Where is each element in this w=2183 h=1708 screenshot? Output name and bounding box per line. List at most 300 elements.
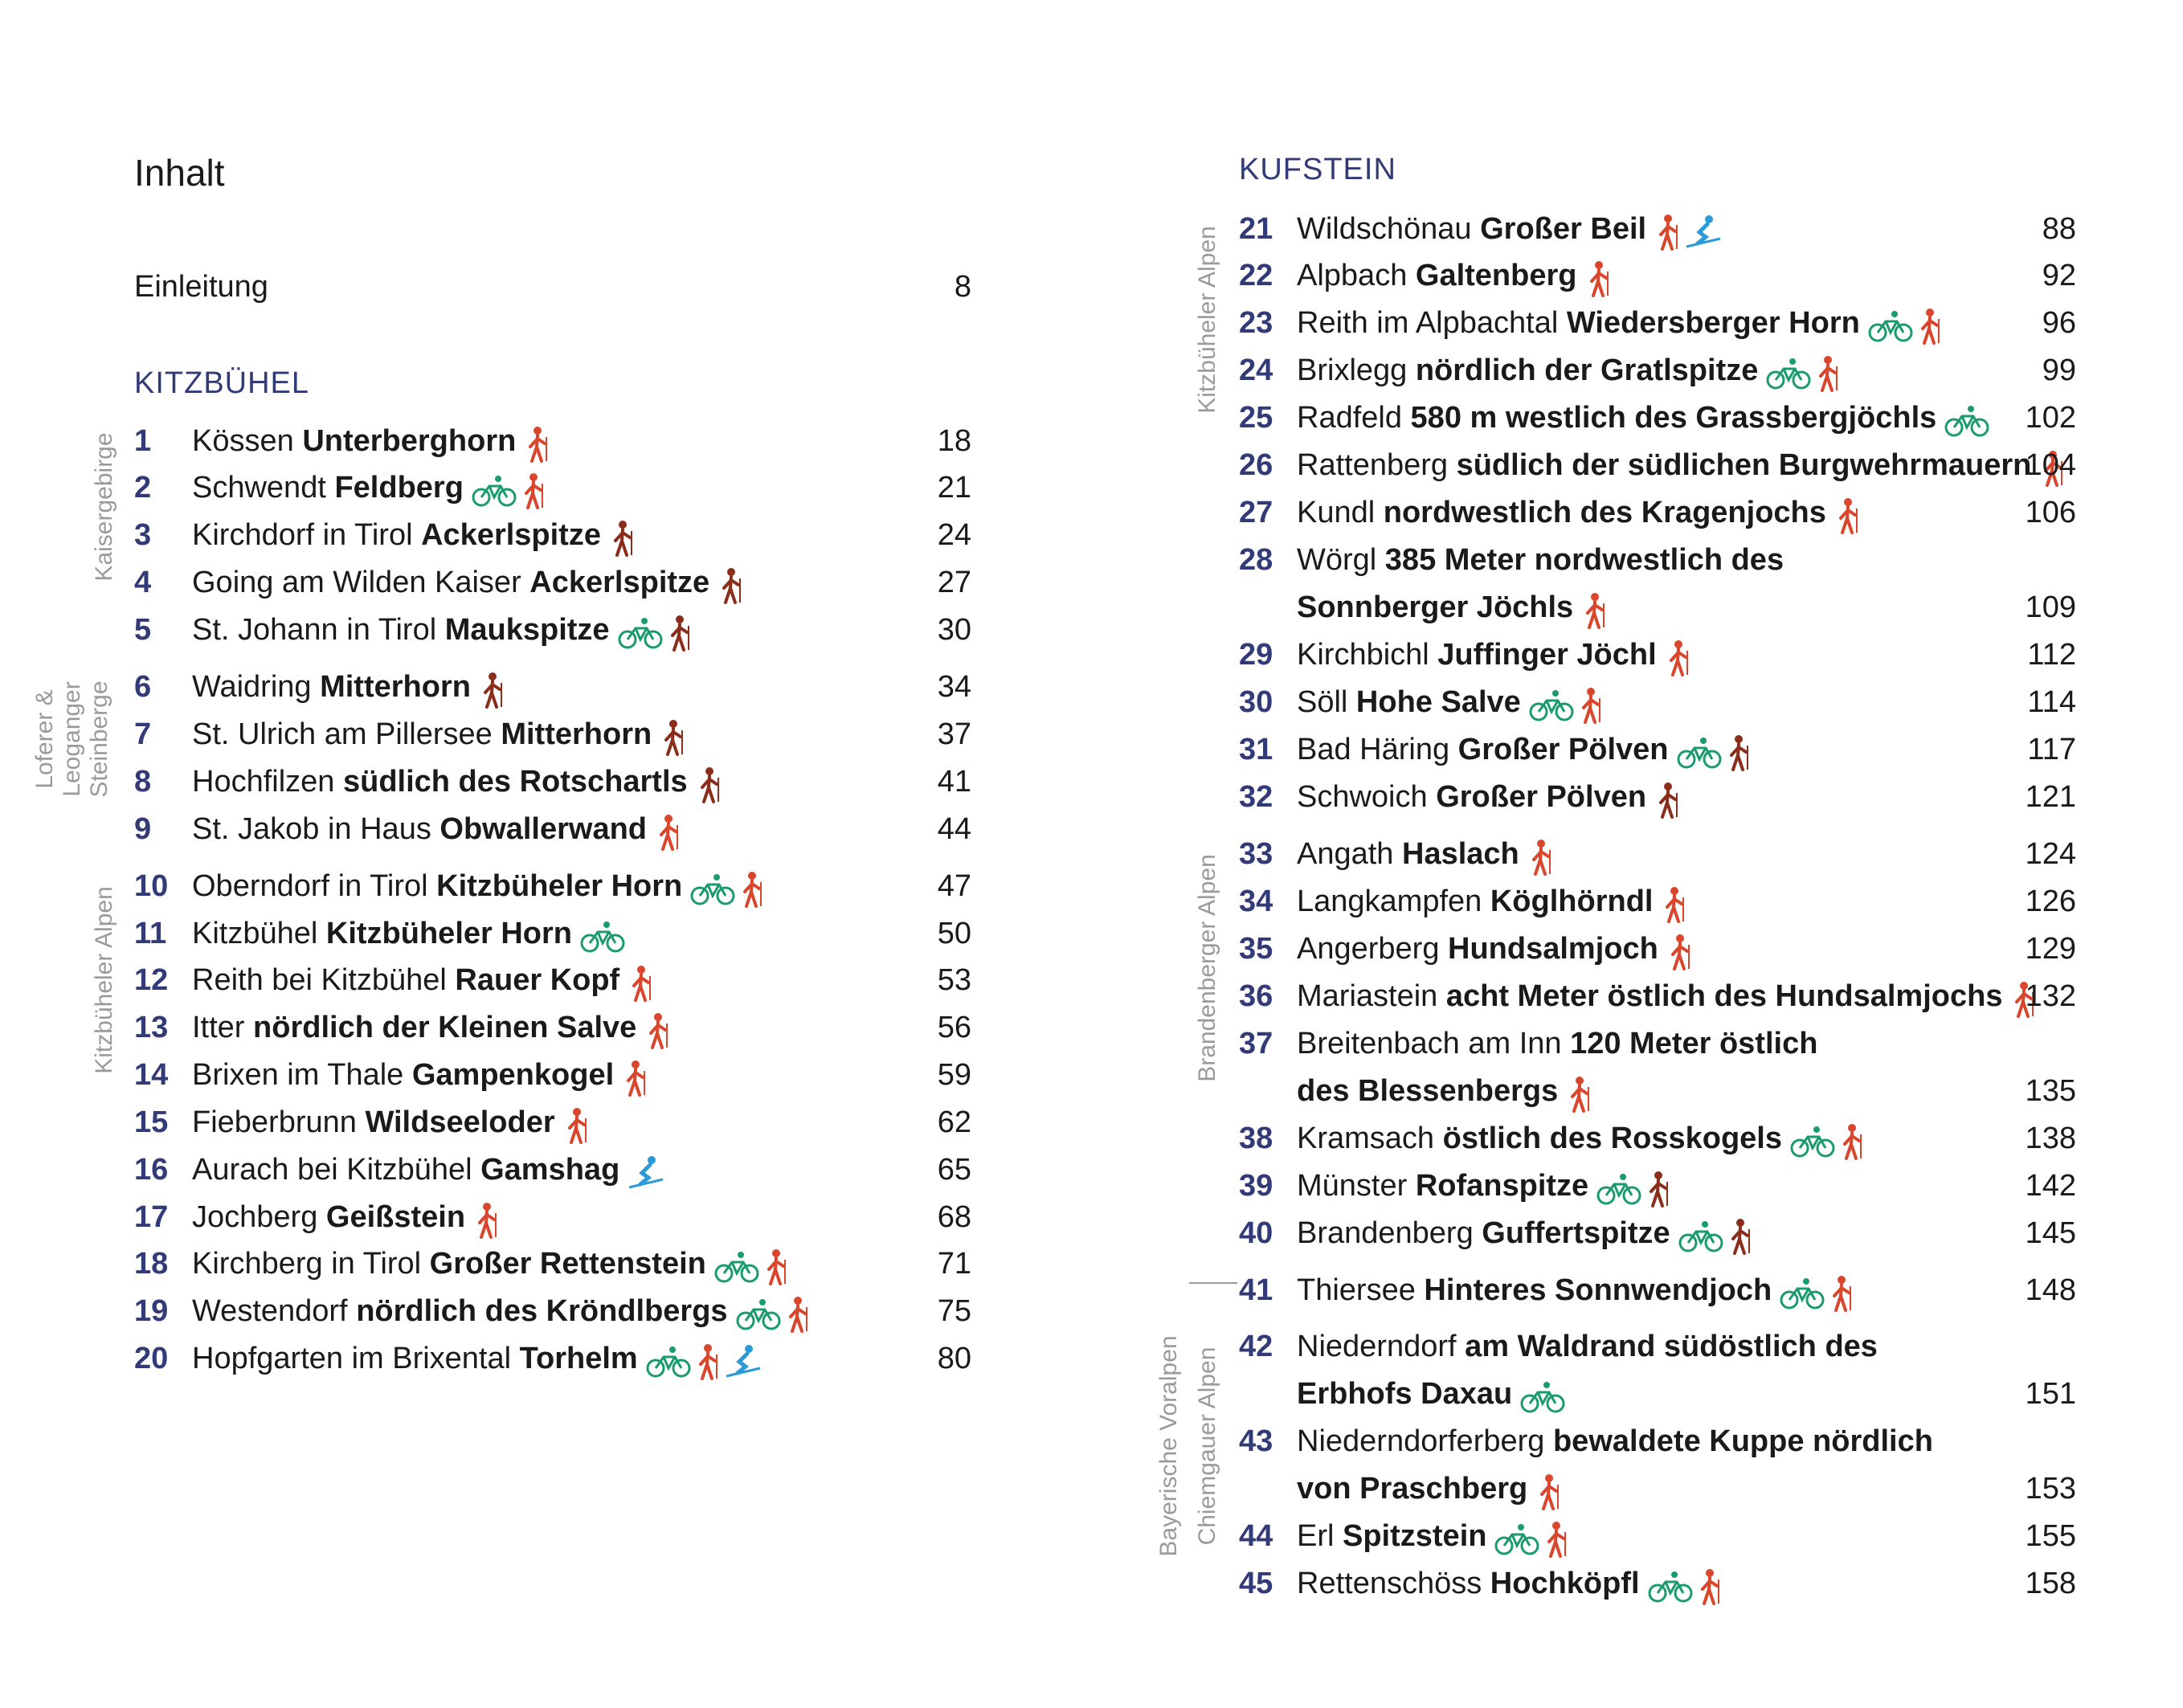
bike-icon — [580, 921, 625, 953]
climber-icon — [1727, 1218, 1754, 1255]
entry-summit: Obwallerwand — [439, 812, 648, 846]
entry-title — [1297, 1515, 1573, 1559]
bike-icon — [690, 873, 735, 905]
hiker-icon — [1585, 260, 1613, 297]
entry-page: 44 — [937, 812, 971, 846]
region-label-line: Kaisergebirge — [91, 432, 117, 582]
entry-summit: Großer Pölven — [1436, 780, 1647, 814]
entry-title — [1297, 776, 1685, 819]
toc-entry[interactable] — [1239, 1326, 2076, 1367]
entry-title — [1297, 634, 1695, 677]
bike-icon — [1494, 1523, 1539, 1555]
entry-number: 42 — [1239, 1330, 1273, 1363]
entry-summit: nordwestlich des Kragenjochs — [1383, 496, 1826, 529]
entry-title — [1297, 1269, 1858, 1313]
toc-entry[interactable] — [134, 1196, 971, 1238]
entry-page: 126 — [2025, 885, 2076, 918]
toc-entry[interactable] — [134, 1243, 971, 1285]
entry-summit: 385 Meter nordwestlich des — [1384, 543, 1784, 577]
toc-entry[interactable] — [134, 865, 971, 907]
hiker-icon — [473, 1202, 501, 1239]
toc-entry[interactable] — [134, 913, 971, 954]
entry-summit: Hohe Salve — [1355, 685, 1521, 719]
activity-icons — [1944, 398, 1993, 440]
hiker-icon — [1838, 1123, 1866, 1160]
entry-summit: Unterberghorn — [302, 424, 517, 458]
activity-icons — [736, 1292, 815, 1334]
entry-place: Niederndorf — [1297, 1330, 1466, 1363]
entry-title — [192, 1101, 594, 1145]
toc-entry[interactable] — [134, 959, 971, 1001]
climber-icon — [696, 766, 723, 803]
activity-icons — [1581, 588, 1612, 630]
region-label-line: Kitzbüheler Alpen — [91, 886, 117, 1074]
climber-icon — [479, 672, 506, 709]
entry-number: 31 — [1239, 733, 1273, 766]
entry-number: 13 — [134, 1011, 169, 1044]
entry-number: 30 — [1239, 685, 1273, 719]
entry-title — [1297, 397, 1993, 440]
entry-number: 2 — [134, 471, 152, 505]
toc-entry[interactable] — [1239, 1212, 2076, 1254]
hiker-icon — [524, 426, 551, 463]
entry-summit: Kitzbüheler Horn — [436, 869, 683, 903]
entry-place: Breitenbach am Inn — [1297, 1027, 1571, 1060]
entry-summit: 120 Meter östlich — [1570, 1027, 1818, 1060]
entry-summit: östlich des Rosskogels — [1442, 1122, 1782, 1155]
entry-page: 158 — [2025, 1567, 2076, 1600]
bike-icon — [1944, 405, 1989, 437]
entry-page: 99 — [2042, 353, 2076, 387]
entry-page: 151 — [2025, 1377, 2076, 1411]
toc-entry[interactable] — [1239, 928, 2076, 970]
entry-page: 121 — [2025, 780, 2076, 814]
toc-entry[interactable] — [1239, 255, 2076, 296]
hiker-icon — [1527, 839, 1555, 876]
entry-summit: Rofanspitze — [1415, 1169, 1589, 1203]
entry-summit: Guffertspitze — [1482, 1216, 1670, 1250]
activity-icons — [696, 762, 726, 804]
toc-entry[interactable] — [134, 1007, 971, 1048]
activity-icons — [1585, 256, 1616, 298]
entry-summit: Geißstein — [325, 1200, 466, 1234]
entry-page: 71 — [937, 1247, 971, 1281]
activity-icons — [1780, 1271, 1858, 1313]
hiker-icon — [1834, 497, 1862, 534]
activity-icons — [1790, 1119, 1869, 1161]
entry-number: 25 — [1239, 401, 1273, 435]
entry-number: 6 — [134, 670, 152, 704]
entry-title — [1297, 1420, 1933, 1462]
toc-entry[interactable] — [1239, 1118, 2076, 1159]
toc-entry[interactable] — [1239, 681, 2076, 723]
entry-title — [192, 1290, 815, 1334]
entry-summit-continued: Erbhofs Daxau — [1297, 1377, 1513, 1411]
entry-place: Angerberg — [1297, 932, 1449, 966]
entry-number: 43 — [1239, 1424, 1273, 1458]
bike-icon — [1520, 1381, 1565, 1413]
entry-summit: Kitzbüheler Horn — [325, 917, 573, 950]
toc-entry[interactable] — [1239, 729, 2076, 770]
entry-place: Westendorf — [192, 1294, 357, 1328]
entry-summit: nördlich der Kleinen Salve — [253, 1011, 637, 1044]
entry-summit: Hochköpfl — [1490, 1567, 1640, 1600]
entry-summit-continued: des Blessenbergs — [1297, 1074, 1559, 1108]
entry-summit: nördlich des Kröndlbergs — [356, 1294, 728, 1328]
entry-place: Kirchbichl — [1297, 638, 1438, 672]
entry-title — [192, 959, 658, 1003]
entry-page: 106 — [2025, 496, 2076, 529]
entry-number: 12 — [134, 963, 169, 997]
entry-page: 30 — [937, 613, 971, 647]
entry-title — [192, 1054, 652, 1097]
entry-title — [1297, 975, 2041, 1019]
entry-place: Wörgl — [1297, 543, 1385, 577]
toc-entry[interactable] — [1239, 1165, 2076, 1207]
entry-page: 62 — [937, 1105, 971, 1139]
toc-entry-continuation[interactable] — [1239, 586, 2076, 628]
entry-summit: Köglhörndl — [1490, 885, 1654, 918]
toc-entry[interactable] — [134, 420, 971, 462]
entry-page: 50 — [937, 917, 971, 950]
entry-summit: Großer Rettenstein — [429, 1247, 706, 1281]
activity-icons — [580, 914, 628, 956]
hiker-icon — [1543, 1521, 1570, 1558]
entry-title — [192, 467, 550, 510]
toc-entry[interactable] — [134, 1149, 971, 1191]
entry-place: Münster — [1297, 1169, 1416, 1203]
entry-number: 35 — [1239, 932, 1273, 966]
toc-entry-continuation[interactable] — [1239, 1373, 2076, 1415]
entry-title — [192, 761, 726, 804]
entry-number: 27 — [1239, 496, 1273, 529]
entry-title — [1297, 1212, 1757, 1256]
entry-number: 5 — [134, 613, 152, 647]
page-title: Inhalt — [134, 152, 225, 194]
activity-icons — [1654, 210, 1725, 251]
entry-number: 44 — [1239, 1519, 1273, 1553]
activity-icons — [1527, 835, 1558, 876]
entry-number: 26 — [1239, 448, 1273, 482]
entry-page: 102 — [2025, 401, 2076, 435]
toc-entry[interactable] — [134, 713, 971, 755]
activity-icons — [1868, 304, 1947, 345]
entry-summit: Gampenkogel — [411, 1058, 615, 1092]
hiker-icon — [1666, 934, 1694, 970]
entry-page: 135 — [2025, 1074, 2076, 1108]
entry-title — [1297, 539, 1784, 581]
entry-page: 109 — [2025, 590, 2076, 624]
entry-summit: Gamshag — [480, 1153, 620, 1187]
hiker-icon — [1577, 687, 1605, 724]
activity-icons — [628, 1150, 668, 1192]
entry-page: 117 — [2027, 733, 2076, 766]
region-label — [31, 663, 113, 815]
entry-page: 37 — [937, 717, 971, 751]
entry-page: 27 — [937, 566, 971, 599]
entry-place: Rattenberg — [1297, 448, 1457, 482]
entry-summit: Rauer Kopf — [455, 963, 620, 997]
region-label — [91, 872, 118, 1089]
entry-place: Kramsach — [1297, 1122, 1443, 1155]
ski-icon — [1685, 215, 1722, 250]
entry-number: 45 — [1239, 1567, 1273, 1600]
hiker-icon — [655, 814, 682, 851]
activity-icons — [1535, 1469, 1566, 1511]
entry-title-continuation — [1297, 1468, 1566, 1511]
toc-entry[interactable] — [1239, 881, 2076, 922]
entry-page: 124 — [2025, 837, 2076, 871]
entry-summit: Wiedersberger Horn — [1566, 306, 1860, 340]
hiker-icon — [1535, 1473, 1563, 1510]
entry-place: Angath — [1297, 837, 1402, 871]
bike-icon — [1677, 737, 1722, 769]
entry-place: Waidring — [192, 670, 321, 704]
toc-entry[interactable] — [134, 666, 971, 708]
entry-summit: am Waldrand südöstlich des — [1465, 1330, 1878, 1363]
region-label-line: Leoganger — [59, 681, 85, 797]
entry-place: Radfeld — [1297, 401, 1411, 435]
bike-icon — [1868, 310, 1913, 342]
entry-summit: Mitterhorn — [320, 670, 471, 704]
toc-entry[interactable] — [1239, 302, 2076, 344]
activity-icons — [1494, 1517, 1573, 1559]
entry-place: Brixen im Thale — [192, 1058, 412, 1092]
entry-place: Aurach bei Kitzbühel — [192, 1153, 481, 1187]
bike-icon — [736, 1298, 781, 1330]
hiker-icon — [1814, 355, 1842, 392]
toc-entry[interactable] — [134, 1101, 971, 1143]
entry-number: 24 — [1239, 353, 1273, 387]
toc-entry[interactable] — [134, 514, 971, 556]
toc-entry-continuation[interactable] — [1239, 1070, 2076, 1112]
section-title-kitzbuehel: KITZBÜHEL — [134, 366, 310, 400]
entry-title-continuation — [1297, 1373, 1568, 1416]
entry-page: 96 — [2042, 306, 2076, 340]
hiker-icon — [1654, 214, 1682, 251]
bike-icon — [1678, 1220, 1723, 1252]
entry-page: 112 — [2027, 638, 2076, 672]
entry-number: 17 — [134, 1200, 169, 1234]
toc-entry-continuation[interactable] — [1239, 1468, 2076, 1510]
entry-title — [1297, 492, 1865, 535]
entry-title — [1297, 1118, 1869, 1161]
activity-icons — [1665, 635, 1695, 677]
activity-icons — [1566, 1072, 1596, 1113]
entry-page: 24 — [937, 518, 971, 552]
entry-title — [1297, 881, 1691, 924]
activity-icons — [622, 1056, 652, 1097]
bike-icon — [472, 475, 517, 507]
toc-entry[interactable] — [1239, 539, 2076, 581]
entry-title — [1297, 444, 2070, 488]
toc-entry[interactable] — [134, 1290, 971, 1332]
entry-number: 11 — [134, 917, 167, 950]
entry-place: St. Ulrich am Pillersee — [192, 717, 501, 751]
entry-place: Kirchberg in Tirol — [192, 1247, 430, 1281]
entry-summit: südlich des Rotschartls — [342, 765, 688, 799]
entry-title — [1297, 1165, 1675, 1208]
toc-entry[interactable] — [134, 562, 971, 603]
activity-icons — [563, 1103, 594, 1145]
toc-entry[interactable] — [134, 609, 971, 651]
entry-number: 14 — [134, 1058, 169, 1092]
toc-entry[interactable] — [1239, 208, 2076, 250]
activity-icons — [717, 563, 748, 605]
activity-icons — [1596, 1167, 1675, 1208]
entry-summit: Wildseeloder — [365, 1105, 555, 1139]
entry-title — [192, 865, 769, 909]
intro-page: 8 — [954, 270, 971, 304]
toc-entry[interactable] — [1239, 397, 2076, 439]
toc-entry[interactable] — [1239, 776, 2076, 818]
hiker-icon — [1696, 1568, 1723, 1605]
toc-entry[interactable] — [1239, 634, 2076, 676]
entry-place: Alpbach — [1297, 259, 1416, 292]
toc-entry[interactable] — [1239, 492, 2076, 533]
toc-entry[interactable] — [134, 1054, 971, 1096]
climber-icon — [1725, 734, 1752, 771]
entry-page: 88 — [2042, 212, 2076, 246]
activity-icons — [479, 668, 509, 709]
entry-summit: Großer Pölven — [1457, 733, 1669, 766]
entry-number: 8 — [134, 765, 152, 799]
intro-entry[interactable] — [134, 270, 971, 312]
toc-entry[interactable] — [1239, 349, 2076, 391]
entry-place: Schwendt — [192, 471, 335, 505]
entry-number: 9 — [134, 812, 152, 846]
entry-number: 40 — [1239, 1216, 1273, 1250]
bike-icon — [1790, 1126, 1835, 1158]
region-label — [1194, 211, 1221, 428]
entry-place: St. Jakob in Haus — [192, 812, 440, 846]
entry-number: 32 — [1239, 780, 1273, 814]
entry-page: 114 — [2027, 685, 2076, 719]
entry-place: Erl — [1297, 1519, 1343, 1553]
toc-entry[interactable] — [1239, 444, 2076, 486]
toc-entry[interactable] — [1239, 1420, 2076, 1462]
toc-entry[interactable] — [134, 1338, 971, 1379]
toc-entry[interactable] — [134, 761, 971, 803]
region-label — [1194, 1334, 1221, 1559]
entry-page: 80 — [937, 1342, 971, 1375]
entry-page: 41 — [937, 765, 971, 799]
entry-summit: Maukspitze — [444, 613, 610, 647]
entry-number: 33 — [1239, 837, 1273, 871]
toc-entry[interactable] — [1239, 1515, 2076, 1557]
toc-entry[interactable] — [134, 467, 971, 509]
activity-icons — [1766, 351, 1845, 393]
entry-number: 34 — [1239, 885, 1273, 918]
activity-icons — [1678, 1214, 1757, 1256]
hiker-icon — [1916, 308, 1944, 345]
entry-number: 4 — [134, 566, 152, 599]
entry-page: 104 — [2025, 448, 2076, 482]
hiker-icon — [738, 871, 766, 908]
toc-entry[interactable] — [1239, 1269, 2076, 1311]
toc-entry[interactable] — [1239, 833, 2076, 875]
entry-page: 65 — [937, 1153, 971, 1187]
region-label-line: Bayerische Voralpen — [1155, 1335, 1182, 1557]
climber-icon — [660, 719, 687, 756]
region-label — [1194, 836, 1221, 1101]
entry-title — [1297, 255, 1616, 298]
entry-title — [1297, 208, 1725, 251]
entry-place: Rettenschöss — [1297, 1567, 1490, 1600]
activity-icons — [472, 468, 550, 510]
entry-title — [192, 562, 748, 605]
entry-number: 28 — [1239, 543, 1273, 577]
entry-summit: Haslach — [1402, 837, 1519, 871]
entry-summit: Feldberg — [334, 471, 464, 505]
entry-place: Oberndorf in Tirol — [192, 869, 437, 903]
hiker-icon — [628, 965, 655, 1002]
entry-summit: südlich der südlichen Burgwehrmauern — [1456, 448, 2032, 482]
entry-place: Niederndorferberg — [1297, 1424, 1553, 1458]
toc-entry[interactable] — [1239, 1023, 2076, 1064]
activity-icons — [1648, 1564, 1727, 1606]
climber-icon — [609, 520, 636, 557]
entry-summit: Galtenberg — [1415, 259, 1577, 292]
bike-icon — [646, 1346, 691, 1378]
entry-title — [192, 1338, 765, 1381]
hiker-icon — [520, 472, 547, 509]
activity-icons — [1666, 930, 1697, 971]
activity-icons — [714, 1244, 793, 1286]
bike-icon — [618, 617, 663, 649]
bike-icon — [1780, 1277, 1825, 1310]
climber-icon — [1654, 782, 1682, 819]
entry-title — [1297, 1023, 1817, 1064]
toc-entry[interactable] — [134, 808, 971, 850]
climber-icon — [1645, 1171, 1672, 1207]
entry-title — [192, 1196, 504, 1240]
entry-number: 22 — [1239, 259, 1273, 292]
bike-icon — [1596, 1173, 1641, 1205]
hiker-icon — [1661, 886, 1688, 923]
region-label-line: Loferer & — [31, 689, 58, 789]
entry-page: 92 — [2042, 259, 2076, 292]
entry-summit: Spitzstein — [1343, 1519, 1487, 1553]
entry-title-continuation — [1297, 586, 1612, 630]
region-label — [1155, 1314, 1183, 1579]
entry-page: 75 — [937, 1294, 971, 1328]
entry-place: Thiersee — [1297, 1273, 1425, 1307]
bike-icon — [714, 1251, 759, 1283]
entry-number: 36 — [1239, 979, 1273, 1013]
entry-title — [192, 514, 640, 558]
bike-icon — [1648, 1571, 1693, 1603]
entry-number: 1 — [134, 424, 152, 458]
toc-entry[interactable] — [1239, 1563, 2076, 1604]
entry-summit: 580 m westlich des Grassbergjöchls — [1410, 401, 1937, 435]
region-label-line: Steinberge — [86, 680, 112, 798]
activity-icons — [618, 611, 697, 652]
entry-page: 129 — [2025, 932, 2076, 966]
climber-icon — [717, 567, 745, 604]
entry-number: 20 — [134, 1342, 169, 1375]
activity-icons — [1834, 493, 1865, 535]
ski-icon — [725, 1344, 762, 1379]
entry-number: 29 — [1239, 638, 1273, 672]
activity-icons — [609, 516, 640, 558]
entry-title — [1297, 1326, 1878, 1367]
entry-place: Söll — [1297, 685, 1356, 719]
toc-entry[interactable] — [1239, 975, 2076, 1017]
entry-number: 16 — [134, 1153, 169, 1187]
entry-page: 155 — [2025, 1519, 2076, 1553]
entry-page: 132 — [2025, 979, 2076, 1013]
